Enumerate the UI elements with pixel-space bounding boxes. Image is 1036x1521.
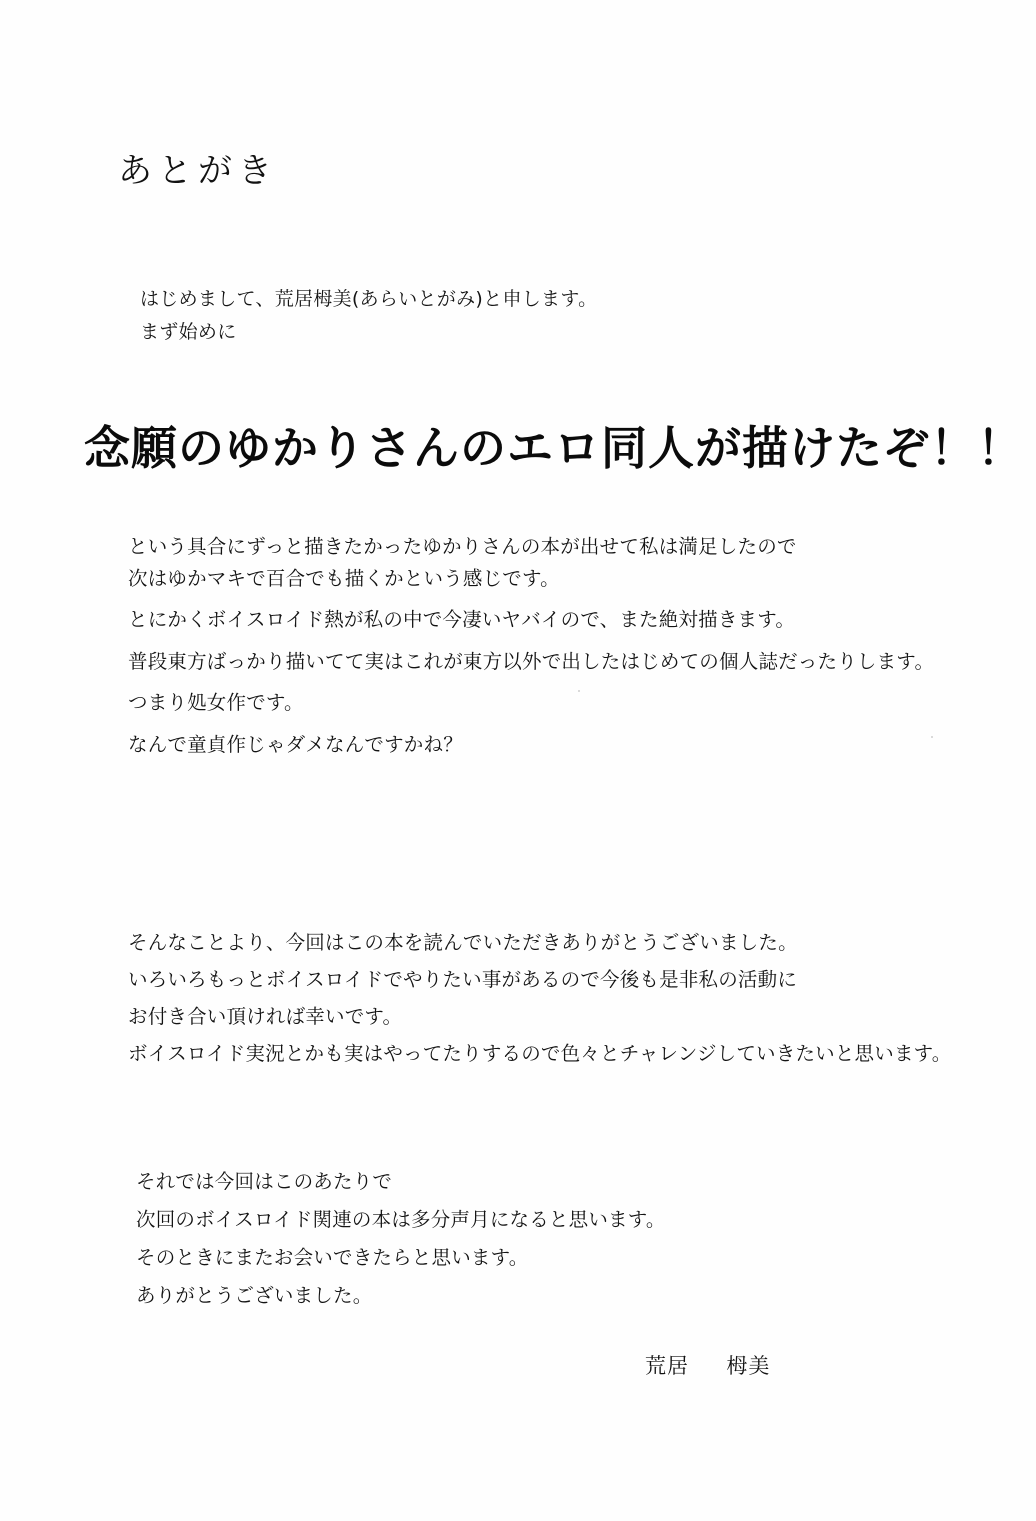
paper-speck: [578, 690, 580, 692]
thanks-line-2: いろいろもっとボイスロイドでやりたい事があるので今後も是非私の活動に: [128, 968, 798, 992]
paper-speck: [931, 736, 933, 738]
body-spacer-2: [128, 636, 934, 646]
headline-text: 念願のゆかりさんのエロ同人が描けたぞ！！: [84, 421, 1024, 475]
body-paragraph: [128, 531, 934, 760]
closing-paragraph: [136, 1163, 666, 1315]
author-signature: [645, 1350, 770, 1380]
closing-line-1: それでは今回はこのあたりで: [136, 1170, 393, 1193]
thanks-line-4: ボイスロイド実況とかも実はやってたりするので色々とチャレンジしていきたいと思います。: [128, 1042, 952, 1066]
body-line-5: つまり処女作です。: [128, 691, 304, 715]
intro-line-2: まず始めに: [140, 320, 237, 343]
thanks-paragraph: [128, 924, 952, 1072]
signature-given-name: 栂美: [726, 1354, 771, 1378]
closing-line-2: 次回のボイスロイド関連の本は多分声月になると思います。: [136, 1208, 666, 1232]
body-line-6: なんで童貞作じゃダメなんですかね？: [128, 732, 463, 756]
intro-paragraph: [140, 283, 597, 348]
body-spacer-1: [128, 594, 934, 604]
intro-line-1: はじめまして、荒居栂美(あらいとがみ)と申します。: [140, 288, 598, 310]
body-spacer-4: [128, 719, 934, 729]
body-line-3: とにかくボイスロイド熱が私の中で今凄いヤバイので、また絶対描きます。: [128, 608, 796, 632]
thanks-line-1: そんなことより、今回はこの本を読んでいただきありがとうございました。: [128, 931, 798, 954]
body-line-2: 次はゆかマキで百合でも描くかという感じです。: [128, 566, 560, 590]
signature-family-name: 荒居: [645, 1354, 689, 1378]
thanks-line-3: お付き合い頂ければ幸いです。: [128, 1005, 403, 1029]
body-line-1: という具合にずっと描きたかったゆかりさんの本が出せて私は満足したので: [128, 535, 797, 558]
closing-line-4: ありがとうございました。: [136, 1284, 373, 1308]
page-title: あとがき: [118, 151, 278, 191]
body-line-4: 普段東方ばっかり描いてて実はこれが東方以外で出したはじめての個人誌だったりします。: [128, 649, 935, 673]
closing-line-3: そのときにまたお会いできたらと思います。: [136, 1246, 529, 1270]
body-spacer-3: [128, 677, 934, 687]
